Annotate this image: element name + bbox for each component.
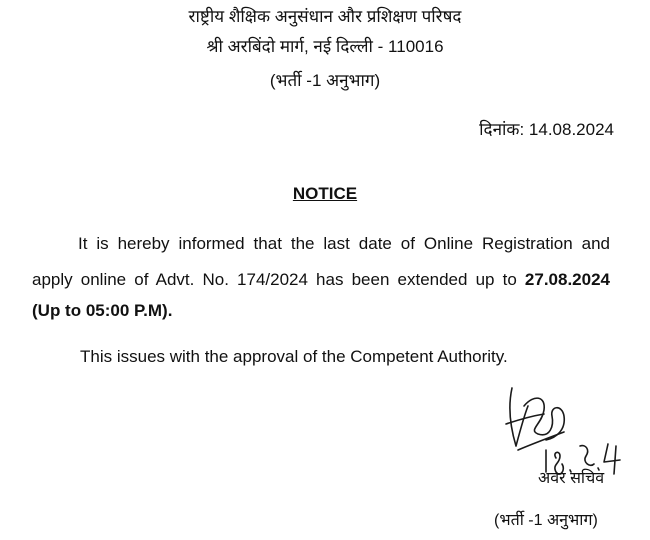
organization-name: राष्ट्रीय शैक्षिक अनुसंधान और प्रशिक्षण परिषद	[188, 7, 462, 26]
notice-paragraph-line-3: (Up to 05:00 P.M).	[32, 301, 173, 320]
notice-text-1: It is hereby informed that the last date of Online Registration and	[78, 234, 610, 253]
organization-address: श्री अरबिंदो मार्ग, नई दिल्ली - 110016	[206, 37, 444, 56]
approval-statement: This issues with the approval of the Competent Authority.	[80, 347, 508, 366]
notice-title: NOTICE	[292, 184, 358, 203]
notice-paragraph-line-2	[32, 270, 610, 290]
notice-date: दिनांक: 14.08.2024	[479, 120, 614, 139]
notice-paragraph-line-1	[32, 234, 610, 254]
section-name: (भर्ती -1 अनुभाग)	[269, 71, 381, 90]
extended-date: 27.08.2024	[524, 270, 610, 289]
signatory-section: (भर्ती -1 अनुभाग)	[494, 512, 598, 529]
signatory-designation: अवर सचिव	[538, 470, 605, 487]
handwritten-signature	[498, 386, 638, 476]
notice-text-2: apply online of Advt. No. 174/2024 has been extended up to	[32, 270, 525, 289]
